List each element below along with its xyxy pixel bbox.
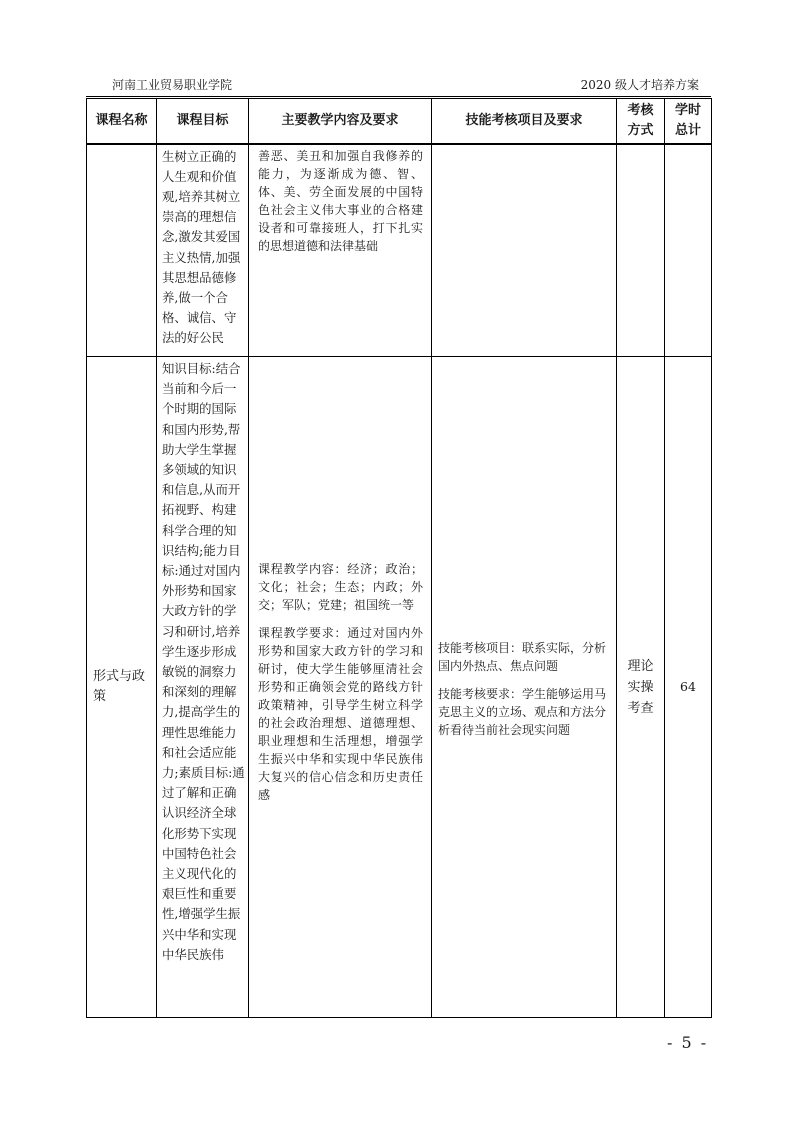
header-skills: 技能考核项目及要求 (432, 99, 617, 144)
course-name-cell (87, 144, 157, 357)
header-rule (86, 96, 711, 97)
content-cell (249, 144, 432, 357)
header-institution: 河南工业贸易职业学院 (112, 78, 233, 92)
header-doc-title: 2020 级人才培养方案 (580, 78, 699, 92)
content-paragraph: 善恶、美丑和加强自我修养的能力，为逐渐成为德、智、体、美、劳全面发展的中国特色社会主义伟大事业的合格建设者和可靠接班人，打下扎实的思想道德和法律基础 (258, 148, 423, 253)
skills-cell (432, 357, 617, 1018)
content-paragraph: 课程教学要求：通过对国内外形势和国家大政方针的学习和研讨，使大学生能够厘清社会形势和正确领会党的路线方针政策精神，引导学生树立科学的社会政治理想、道德理想、职业理想和生活理想，增强学生振兴中华和实现中华民族伟大复兴的信心信念和历史责任感 (258, 626, 423, 802)
hours-cell (665, 144, 712, 357)
skills-paragraph: 技能考核要求：学生能够运用马克思主义的立场、观点和方法分析看待当前社会现实问题 (438, 687, 607, 737)
header-hours (665, 99, 712, 144)
header-exam-method (617, 99, 665, 144)
header-content: 主要教学内容及要求 (249, 99, 432, 144)
header-course-name: 课程名称 (87, 99, 157, 144)
course-goal-cell (157, 144, 249, 357)
header-hours-label: 学时总计 (674, 102, 701, 138)
skills-cell (432, 144, 617, 357)
course-goal-cell (157, 357, 249, 1018)
exam-method-cell (617, 357, 665, 1018)
table-header-row (87, 99, 712, 144)
content-cell (249, 357, 432, 1018)
table-row (87, 357, 712, 1018)
curriculum-table (86, 98, 712, 1018)
course-name: 形式与政策 (93, 669, 146, 704)
course-name-cell (87, 357, 157, 1018)
page-number: - 5 - (667, 1033, 709, 1052)
exam-method: 理论实操考查 (627, 658, 654, 716)
course-goal: 知识目标:结合当前和今后一个时期的国际和国内形势,帮助大学生掌握多领域的知识和信息,从而开拓视野、构建科学合理的知识结构;能力目标:通过对国内外形势和国家大政方针的学习和研讨,培养学生逐步形成敏锐的洞察力和深刻的理解力,提高学生的理性思维能力和社会适应能力;素质目标:通过了解和正确认识经济全球化形势下实现中国特色社会主义现代化的艰巨性和重要性,增强学生振兴中华和实现中华民族伟 (162, 361, 245, 962)
content-paragraph: 课程教学内容：经济；政治；文化；社会；生态；内政；外交；军队；党建；祖国统一等 (258, 562, 423, 612)
skills-paragraph: 技能考核项目：联系实际，分析国内外热点、焦点问题 (438, 641, 607, 673)
course-goal: 生树立正确的人生观和价值观,培养其树立崇高的理想信念,激发其爱国主义热情,加强其思想品德修养,做一个合格、诚信、守法的好公民 (162, 148, 241, 346)
table-row (87, 144, 712, 357)
hours-value: 64 (680, 679, 696, 695)
hours-cell (665, 357, 712, 1018)
header-exam-method-label: 考核方式 (627, 102, 654, 138)
exam-method-cell (617, 144, 665, 357)
header-course-goal: 课程目标 (157, 99, 249, 144)
page-header (86, 75, 711, 95)
